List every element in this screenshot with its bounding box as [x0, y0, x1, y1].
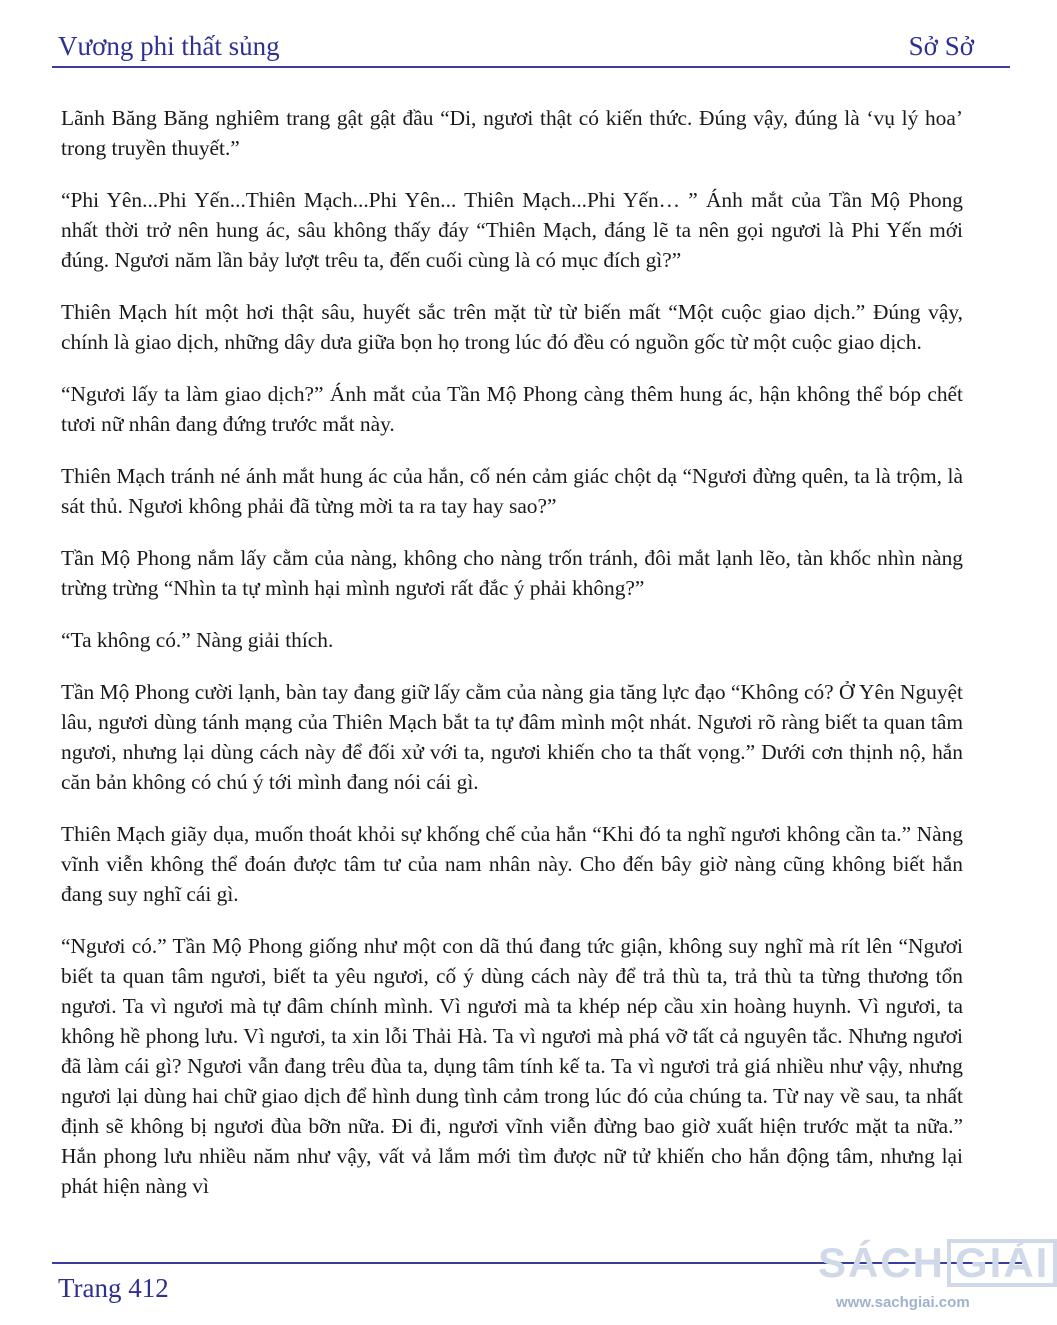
paragraph: “Ngươi có.” Tần Mộ Phong giống như một con dã thú đang tức giận, không suy nghĩ mà rít lên “Ngươi biết ta quan tâm ngươi, biết ta yêu ngươi, cố ý dùng cách này để trả thù ta, trả thù ta từng thương tổn ngươi. Ta vì ngươi mà tự đâm chính mình. Vì ngươi mà ta khép nép cầu xin hoàng huynh. Vì ngươi, ta không hề phong lưu. Vì ngươi, ta xin lỗi Thải Hà. Ta vì ngươi mà phá vỡ tất cả nguyên tắc. Nhưng ngươi đã làm cái gì? Ngươi vẫn đang trêu đùa ta, dụng tâm tính kế ta. Ta vì ngươi trả giá nhiều như vậy, nhưng ngươi lại dùng hai chữ giao dịch để hình dung tình cảm trong lúc đó của chúng ta. Từ nay về sau, ta nhất định sẽ không bị ngươi đùa bỡn nữa. Đi đi, ngươi vĩnh viễn đừng bao giờ xuất hiện trước mặt ta nữa.” Hắn phong lưu nhiều năm như vậy, vất vả lắm mới tìm được nữ tử khiến cho hắn động tâm, nhưng lại phát hiện nàng vì: [61, 934, 963, 1198]
paragraph: Tần Mộ Phong nắm lấy cằm của nàng, không cho nàng trốn tránh, đôi mắt lạnh lẽo, tàn khốc nhìn nàng trừng trừng “Nhìn ta tự mình hại mình ngươi rất đắc ý phải không?”: [61, 546, 963, 600]
watermark-logo-left: SÁCH: [818, 1239, 946, 1286]
paragraph: Tần Mộ Phong cười lạnh, bàn tay đang giữ lấy cằm của nàng gia tăng lực đạo “Không có? Ở Yên Nguyệt lâu, ngươi dùng tánh mạng của Thiên Mạch bắt ta tự đâm mình một nhát. Ngươi rõ ràng biết ta quan tâm ngươi, nhưng lại dùng cách này để đối xử với ta, ngươi khiến cho ta thất vọng.” Dưới cơn thịnh nộ, hắn căn bản không có chú ý tới mình đang nói cái gì.: [61, 680, 963, 794]
paragraph: “Ngươi lấy ta làm giao dịch?” Ánh mắt của Tần Mộ Phong càng thêm hung ác, hận không thể bóp chết tươi nữ nhân đang đứng trước mắt này.: [61, 382, 963, 436]
page-number: Trang 412: [58, 1273, 169, 1303]
author-name: Sở Sở: [908, 31, 974, 61]
header-divider: [52, 66, 1010, 68]
paragraph: Thiên Mạch hít một hơi thật sâu, huyết sắc trên mặt từ từ biến mất “Một cuộc giao dịch.” Đúng vậy, chính là giao dịch, những dây dưa giữa bọn họ trong lúc đó đều có nguồn gốc từ một cuộc giao dịch.: [61, 300, 963, 354]
book-title: Vương phi thất sủng: [58, 31, 280, 61]
paragraph: Thiên Mạch tránh né ánh mắt hung ác của hắn, cố nén cảm giác chột dạ “Ngươi đừng quên, ta là trộm, là sát thủ. Ngươi không phải đã từng mời ta ra tay hay sao?”: [61, 464, 963, 518]
watermark-logo-right: GIẢI: [947, 1239, 1057, 1287]
paragraph: “Ta không có.” Nàng giải thích.: [61, 628, 334, 652]
page-header: [58, 22, 974, 62]
paragraph: Thiên Mạch giãy dụa, muốn thoát khỏi sự khống chế của hắn “Khi đó ta nghĩ ngươi không cần ta.” Nàng vĩnh viễn không thể đoán được tâm tư của nam nhân này. Cho đến bây giờ nàng cũng không biết hắn đang suy nghĩ cái gì.: [61, 822, 963, 906]
paragraph: “Phi Yên...Phi Yến...Thiên Mạch...Phi Yên... Thiên Mạch...Phi Yến… ” Ánh mắt của Tần Mộ Phong nhất thời trở nên hung ác, sâu không thấy đáy “Thiên Mạch, đáng lẽ ta nên gọi ngươi là Phi Yến mới đúng. Ngươi năm lần bảy lượt trêu ta, đến cuối cùng là có mục đích gì?”: [61, 188, 963, 272]
paragraph: Lãnh Băng Băng nghiêm trang gật gật đầu “Di, ngươi thật có kiến thức. Đúng vậy, đúng là ‘vụ lý hoa’ trong truyền thuyết.”: [61, 106, 963, 160]
watermark-url: www.sachgiai.com: [836, 1294, 970, 1311]
watermark-logo: [818, 1238, 1050, 1288]
page-body: [61, 103, 963, 1223]
